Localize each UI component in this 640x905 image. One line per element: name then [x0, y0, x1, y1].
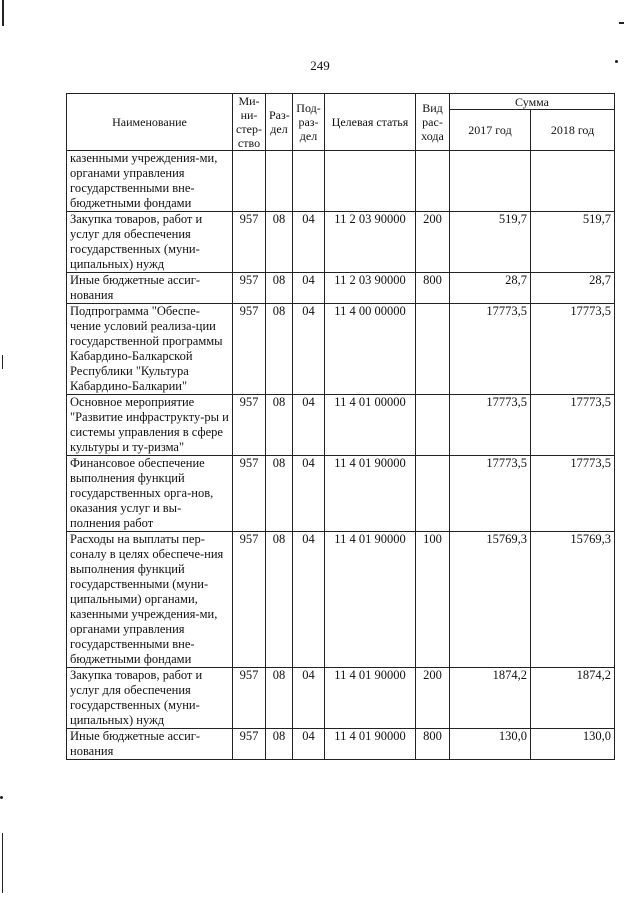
cell-2018: 1874,2	[531, 668, 615, 729]
cell-ministry: 957	[233, 532, 266, 668]
header-target: Целевая статья	[325, 94, 416, 151]
cell-2018: 17773,5	[531, 395, 615, 456]
cell-section: 08	[266, 668, 293, 729]
cell-name: Закупка товаров, работ и услуг для обеспечения государственных (муни-ципальных) нужд	[67, 212, 233, 273]
cell-2018: 17773,5	[531, 304, 615, 395]
table-row	[67, 532, 615, 668]
cell-section: 08	[266, 273, 293, 304]
cell-2017: 17773,5	[450, 304, 531, 395]
cell-2018: 519,7	[531, 212, 615, 273]
cell-subsection: 04	[293, 668, 325, 729]
page-number: 249	[310, 58, 330, 73]
header-name: Наименование	[67, 94, 233, 151]
cell-expense-type	[416, 456, 450, 532]
cell-name: Основное мероприятие "Развитие инфраструкту-ры и системы управления в сфере культуры и ту-ризма"	[67, 395, 233, 456]
cell-target: 11 2 03 90000	[325, 273, 416, 304]
cell-name: Подпрограмма "Обеспе-чение условий реализа-ции государственной программы Кабардино-Балкарской Республики "Культура Кабардино-Балкарии"	[67, 304, 233, 395]
cell-2017: 17773,5	[450, 395, 531, 456]
cell-name: казенными учреждения-ми, органами управления государственными вне-бюджетными фондами	[67, 151, 233, 212]
cell-name: Финансовое обеспечение выполнения функций государственных орга-нов, оказания услуг и вы-полнения работ	[67, 456, 233, 532]
cell-subsection: 04	[293, 729, 325, 760]
cell-section: 08	[266, 729, 293, 760]
cell-ministry: 957	[233, 456, 266, 532]
table-row	[67, 304, 615, 395]
header-sum: Сумма	[450, 94, 615, 110]
header-expense-type: Вид рас-хода	[416, 94, 450, 151]
cell-2018	[531, 151, 615, 212]
cell-section: 08	[266, 212, 293, 273]
cell-ministry	[233, 151, 266, 212]
table-row	[67, 212, 615, 273]
cell-expense-type: 800	[416, 729, 450, 760]
table-row	[67, 151, 615, 212]
table-row	[67, 395, 615, 456]
cell-ministry: 957	[233, 395, 266, 456]
cell-2017: 130,0	[450, 729, 531, 760]
cell-subsection	[293, 151, 325, 212]
cell-2018: 17773,5	[531, 456, 615, 532]
cell-expense-type	[416, 151, 450, 212]
cell-ministry: 957	[233, 668, 266, 729]
cell-name: Расходы на выплаты пер-соналу в целях обеспече-ния выполнения функций государственными (муни-ципальными) органами, казенными учреждения-ми, органами управления государственными вне-бюджетными фондами	[67, 532, 233, 668]
table-body	[67, 151, 615, 760]
table-row	[67, 729, 615, 760]
header-ministry: Ми-ни-стер-ство	[233, 94, 266, 151]
cell-target: 11 4 01 90000	[325, 456, 416, 532]
cell-2017: 519,7	[450, 212, 531, 273]
scan-mark	[2, 833, 3, 893]
cell-target	[325, 151, 416, 212]
cell-2017: 15769,3	[450, 532, 531, 668]
cell-ministry: 957	[233, 273, 266, 304]
scan-mark	[619, 22, 624, 24]
cell-section: 08	[266, 395, 293, 456]
cell-subsection: 04	[293, 273, 325, 304]
cell-expense-type: 800	[416, 273, 450, 304]
cell-target: 11 4 01 90000	[325, 668, 416, 729]
header-subsection: Под-раз-дел	[293, 94, 325, 151]
cell-2017: 17773,5	[450, 456, 531, 532]
table-row	[67, 668, 615, 729]
cell-2018: 28,7	[531, 273, 615, 304]
cell-section: 08	[266, 304, 293, 395]
cell-subsection: 04	[293, 395, 325, 456]
cell-ministry: 957	[233, 304, 266, 395]
cell-name: Иные бюджетные ассиг-нования	[67, 273, 233, 304]
cell-target: 11 4 01 00000	[325, 395, 416, 456]
scan-mark	[2, 355, 3, 369]
cell-2018: 15769,3	[531, 532, 615, 668]
cell-subsection: 04	[293, 456, 325, 532]
table-row	[67, 273, 615, 304]
cell-name: Закупка товаров, работ и услуг для обеспечения государственных (муни-ципальных) нужд	[67, 668, 233, 729]
cell-expense-type: 200	[416, 212, 450, 273]
cell-subsection: 04	[293, 532, 325, 668]
header-section: Раз-дел	[266, 94, 293, 151]
scan-mark	[2, 0, 4, 26]
cell-target: 11 4 00 00000	[325, 304, 416, 395]
cell-expense-type	[416, 304, 450, 395]
cell-section	[266, 151, 293, 212]
table-header	[67, 94, 615, 151]
scan-mark	[0, 796, 3, 799]
cell-ministry: 957	[233, 212, 266, 273]
cell-2017: 28,7	[450, 273, 531, 304]
header-year-2017: 2017 год	[450, 110, 531, 151]
cell-section: 08	[266, 456, 293, 532]
cell-expense-type: 100	[416, 532, 450, 668]
cell-target: 11 2 03 90000	[325, 212, 416, 273]
cell-section: 08	[266, 532, 293, 668]
cell-target: 11 4 01 90000	[325, 532, 416, 668]
cell-subsection: 04	[293, 212, 325, 273]
cell-2018: 130,0	[531, 729, 615, 760]
budget-table	[66, 93, 615, 760]
cell-name: Иные бюджетные ассиг-нования	[67, 729, 233, 760]
cell-2017	[450, 151, 531, 212]
table-row	[67, 456, 615, 532]
cell-expense-type	[416, 395, 450, 456]
cell-2017: 1874,2	[450, 668, 531, 729]
cell-target: 11 4 01 90000	[325, 729, 416, 760]
cell-subsection: 04	[293, 304, 325, 395]
header-year-2018: 2018 год	[531, 110, 615, 151]
cell-expense-type: 200	[416, 668, 450, 729]
cell-ministry: 957	[233, 729, 266, 760]
